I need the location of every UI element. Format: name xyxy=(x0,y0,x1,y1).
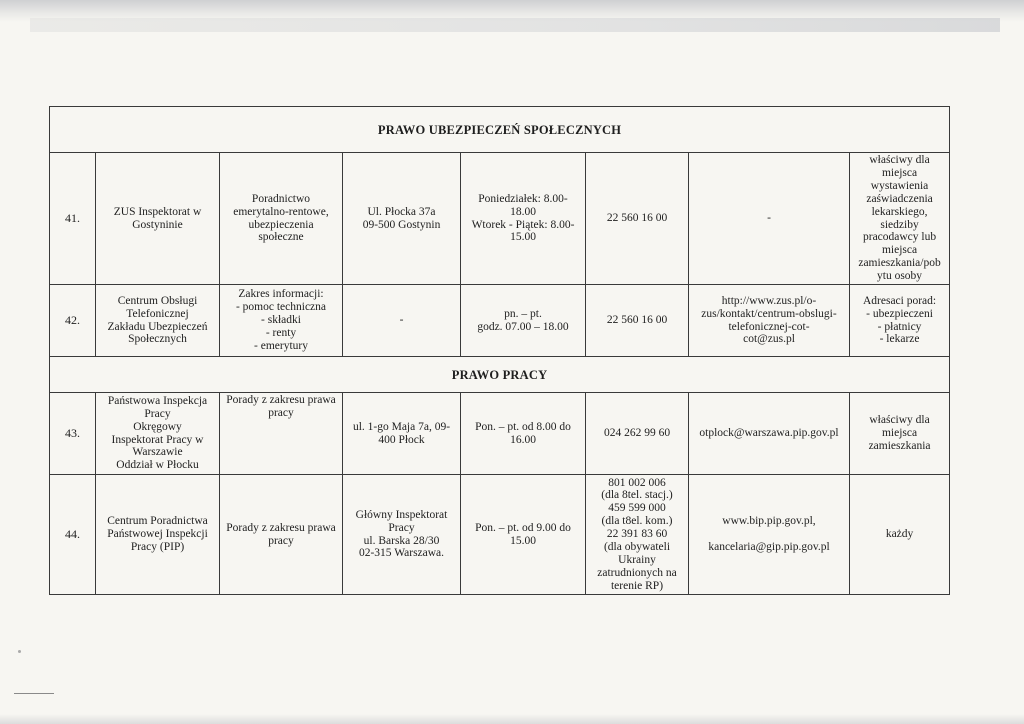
address-cell: ul. 1-go Maja 7a, 09- 400 Płock xyxy=(343,393,461,475)
scope-cell: Zakres informacji: - pomoc techniczna - składki - renty - emerytury xyxy=(220,285,343,357)
section-title-labor: PRAWO PRACY xyxy=(50,357,950,393)
scope-cell: Porady z zakresu prawa pracy xyxy=(220,475,343,595)
advice-table xyxy=(49,106,950,595)
contact-cell: - xyxy=(689,153,850,285)
table-row xyxy=(50,393,950,475)
table-row xyxy=(50,475,950,595)
recipients-cell: Adresaci porad: - ubezpieczeni - płatnicy - lekarze xyxy=(850,285,950,357)
phone-cell: 22 560 16 00 xyxy=(586,153,689,285)
section-header-row xyxy=(50,357,950,393)
phone-cell: 22 560 16 00 xyxy=(586,285,689,357)
row-number: 41. xyxy=(50,153,96,285)
recipients-cell: właściwy dla miejsca wystawienia zaświadczenia lekarskiego, siedziby pracodawcy lub miejsca zamieszkania/pob ytu osoby xyxy=(850,153,950,285)
recipients-cell: właściwy dla miejsca zamieszkania xyxy=(850,393,950,475)
address-cell: - xyxy=(343,285,461,357)
phone-cell: 801 002 006 (dla 8tel. stacj.) 459 599 000 (dla t8el. kom.) 22 391 83 60 (dla obywateli Ukrainy zatrudnionych na terenie RP) xyxy=(586,475,689,595)
institution-cell: Centrum Obsługi Telefonicznej Zakładu Ubezpieczeń Społecznych xyxy=(96,285,220,357)
phone-cell: 024 262 99 60 xyxy=(586,393,689,475)
hours-cell: Pon. – pt. od 8.00 do 16.00 xyxy=(461,393,586,475)
margin-mark xyxy=(14,693,54,694)
contact-cell[interactable]: www.bip.pip.gov.pl, kancelaria@gip.pip.gov.pl xyxy=(689,475,850,595)
hours-cell: pn. – pt. godz. 07.00 – 18.00 xyxy=(461,285,586,357)
hours-cell: Poniedziałek: 8.00- 18.00 Wtorek - Piątek: 8.00- 15.00 xyxy=(461,153,586,285)
recipients-cell: każdy xyxy=(850,475,950,595)
row-number: 42. xyxy=(50,285,96,357)
section-header-row xyxy=(50,107,950,153)
row-number: 43. xyxy=(50,393,96,475)
contact-cell[interactable]: otplock@warszawa.pip.gov.pl xyxy=(689,393,850,475)
margin-dot xyxy=(18,650,21,653)
section-title-social: PRAWO UBEZPIECZEŃ SPOŁECZNYCH xyxy=(50,107,950,153)
address-cell: Ul. Płocka 37a 09-500 Gostynin xyxy=(343,153,461,285)
institution-cell: Centrum Poradnictwa Państwowej Inspekcji Pracy (PIP) xyxy=(96,475,220,595)
institution-cell: Państwowa Inspekcja Pracy Okręgowy Inspektorat Pracy w Warszawie Oddział w Płocku xyxy=(96,393,220,475)
row-number: 44. xyxy=(50,475,96,595)
scan-shadow-band xyxy=(30,18,1000,32)
scope-cell: Porady z zakresu prawa pracy xyxy=(220,393,343,475)
hours-cell: Pon. – pt. od 9.00 do 15.00 xyxy=(461,475,586,595)
institution-cell: ZUS Inspektorat w Gostyninie xyxy=(96,153,220,285)
address-cell: Główny Inspektorat Pracy ul. Barska 28/30 02-315 Warszawa. xyxy=(343,475,461,595)
table-row xyxy=(50,285,950,357)
scan-bottom-edge xyxy=(0,714,1024,724)
table-row xyxy=(50,153,950,285)
scope-cell: Poradnictwo emerytalno-rentowe, ubezpieczenia społeczne xyxy=(220,153,343,285)
contact-cell[interactable]: http://www.zus.pl/o- zus/kontakt/centrum-obslugi- telefonicznej-cot- cot@zus.pl xyxy=(689,285,850,357)
